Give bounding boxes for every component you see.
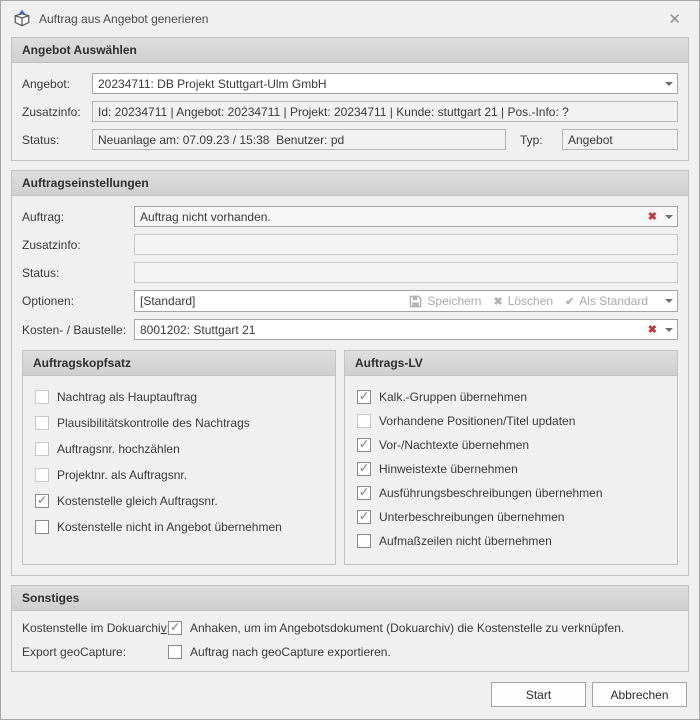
typ-field (562, 129, 678, 150)
checkbox-label: Kostenstelle nicht in Angebot übernehmen (57, 520, 282, 534)
zusatzinfo2-label: Zusatzinfo: (22, 237, 81, 252)
checkbox-aufmasszeilen[interactable] (357, 534, 665, 548)
checkbox-hinweistexte[interactable] (357, 462, 665, 476)
close-icon[interactable]: ✕ (668, 10, 681, 28)
zusatzinfo2-field (134, 234, 678, 255)
checkbox-icon[interactable] (357, 462, 371, 476)
loeschen-label: Löschen (507, 294, 554, 308)
checkbox-label: Unterbeschreibungen übernehmen (379, 510, 565, 524)
speichern-label: Speichern (427, 294, 482, 308)
dokuarchiv-label: Kostenstelle im Dokuarchiv (22, 621, 167, 635)
dokuarchiv-checkbox-label: Anhaken, um im Angebotsdokument (Dokuarchiv) die Kostenstelle zu verknüpfen. (190, 621, 625, 635)
checkbox-label: Aufmaßzeilen nicht übernehmen (379, 534, 552, 548)
checkbox-label: Vorhandene Positionen/Titel updaten (379, 414, 576, 428)
checkbox-label: Vor-/Nachtexte übernehmen (379, 438, 530, 452)
groupbox-header-kopfsatz: Auftragskopfsatz (23, 351, 335, 376)
start-button[interactable]: Start (491, 682, 586, 707)
checkbox-positionen-titel-updaten (357, 414, 665, 428)
clear-icon[interactable]: ✖ (647, 324, 657, 336)
angebot-combobox[interactable] (92, 73, 678, 94)
kosten-baustelle-value: 8001202: Stuttgart 21 (140, 322, 256, 337)
row-kostenstelle-dokuarchiv (22, 621, 678, 635)
checkbox-ausfuehrungsbeschreibungen[interactable] (357, 486, 665, 500)
kosten-baustelle-label: Kosten- / Baustelle: (22, 322, 127, 337)
auftrag-value: Auftrag nicht vorhanden. (140, 209, 271, 224)
optionen-value: [Standard] (140, 294, 196, 308)
clear-icon[interactable]: ✖ (647, 211, 657, 223)
checkbox-label: Projektnr. als Auftragsnr. (57, 468, 188, 482)
checkbox-vor-nachtexte[interactable] (357, 438, 665, 452)
typ-value: Angebot (568, 132, 613, 147)
checkbox-icon[interactable] (168, 621, 182, 635)
window-title: Auftrag aus Angebot generieren (39, 12, 209, 26)
checkbox-kostenstelle-nicht-in-angebot[interactable] (35, 520, 323, 534)
zusatzinfo-value: Id: 20234711 | Angebot: 20234711 | Projekt: 20234711 | Kunde: stuttgart 21 | Pos.-Info: ? (98, 104, 569, 119)
checkbox-icon (35, 442, 49, 456)
angebot-value: 20234711: DB Projekt Stuttgart-Ulm GmbH (98, 76, 327, 91)
kosten-baustelle-combobox[interactable] (134, 319, 678, 340)
loeschen-button[interactable] (493, 294, 553, 308)
geocapture-checkbox-label: Auftrag nach geoCapture exportieren. (190, 645, 391, 659)
checkbox-unterbeschreibungen[interactable] (357, 510, 665, 524)
title-bar (1, 1, 699, 37)
checkbox-icon[interactable] (357, 486, 371, 500)
checkbox-label: Hinweistexte übernehmen (379, 462, 518, 476)
checkbox-icon[interactable] (357, 534, 371, 548)
delete-x-icon: ✖ (493, 295, 503, 308)
checkbox-kostenstelle-gleich-auftragsnr[interactable] (35, 494, 323, 508)
chevron-down-icon[interactable] (660, 291, 677, 311)
als-standard-button[interactable] (565, 294, 648, 308)
checkbox-kalk-gruppen[interactable] (357, 390, 665, 404)
zusatzinfo-field (92, 101, 678, 122)
status2-label: Status: (22, 265, 60, 280)
chevron-down-icon[interactable] (660, 207, 677, 226)
checkbox-icon (35, 416, 49, 430)
row-export-geocapture (22, 645, 678, 659)
status-value: Neuanlage am: 07.09.23 / 15:38 Benutzer: pd (98, 132, 345, 147)
save-icon (409, 295, 422, 308)
section-header-angebot: Angebot Auswählen (12, 38, 688, 63)
checkbox-auftragsnr-hochzaehlen (35, 442, 323, 456)
groupbox-header-lv: Auftrags-LV (345, 351, 677, 376)
checkbox-icon[interactable] (357, 390, 371, 404)
checkbox-projektnr-als-auftragsnr (35, 468, 323, 482)
checkbox-nachtrag-hauptauftrag (35, 390, 323, 404)
checkbox-icon[interactable] (357, 510, 371, 524)
checkbox-label: Kalk.-Gruppen übernehmen (379, 390, 528, 404)
section-header-sonstiges: Sonstiges (12, 586, 688, 611)
checkbox-icon[interactable] (35, 520, 49, 534)
checkbox-icon[interactable] (357, 438, 371, 452)
speichern-button[interactable] (409, 294, 481, 308)
app-icon (13, 9, 31, 30)
checkbox-icon[interactable] (168, 645, 182, 659)
checkbox-label: Ausführungsbeschreibungen übernehmen (379, 486, 603, 500)
typ-label: Typ: (520, 132, 543, 147)
checkbox-label: Auftragsnr. hochzählen (57, 442, 180, 456)
abbrechen-button[interactable]: Abbrechen (592, 682, 687, 707)
checkbox-icon[interactable] (35, 494, 49, 508)
checkbox-plausibilitaetskontrolle (35, 416, 323, 430)
section-auftragseinstellungen (11, 170, 689, 576)
footer-buttons (491, 682, 687, 707)
section-sonstiges (11, 585, 689, 672)
checkbox-icon (35, 390, 49, 404)
groupbox-auftragskopfsatz (22, 350, 336, 565)
checkbox-label: Nachtrag als Hauptauftrag (57, 390, 198, 404)
status-label: Status: (22, 132, 60, 147)
chevron-down-icon[interactable] (660, 74, 677, 93)
checkbox-label: Plausibilitätskontrolle des Nachtrags (57, 416, 250, 430)
groupbox-auftrags-lv (344, 350, 678, 565)
status-field (92, 129, 506, 150)
auftrag-combobox[interactable] (134, 206, 678, 227)
als-standard-label: Als Standard (579, 294, 648, 308)
optionen-input[interactable] (134, 290, 678, 312)
optionen-label: Optionen: (22, 294, 75, 308)
checkbox-icon (357, 414, 371, 428)
checkbox-label: Kostenstelle gleich Auftragsnr. (57, 494, 218, 508)
geocapture-label: Export geoCapture: (22, 645, 127, 659)
check-icon: ✔ (565, 295, 575, 308)
zusatzinfo-label: Zusatzinfo: (22, 104, 81, 119)
auftrag-label: Auftrag: (22, 209, 65, 224)
angebot-label: Angebot: (22, 76, 71, 91)
status2-field (134, 262, 678, 283)
checkbox-icon (35, 468, 49, 482)
section-header-einstellungen: Auftragseinstellungen (12, 171, 688, 196)
chevron-down-icon[interactable] (660, 320, 677, 339)
section-angebot-auswaehlen (11, 37, 689, 161)
